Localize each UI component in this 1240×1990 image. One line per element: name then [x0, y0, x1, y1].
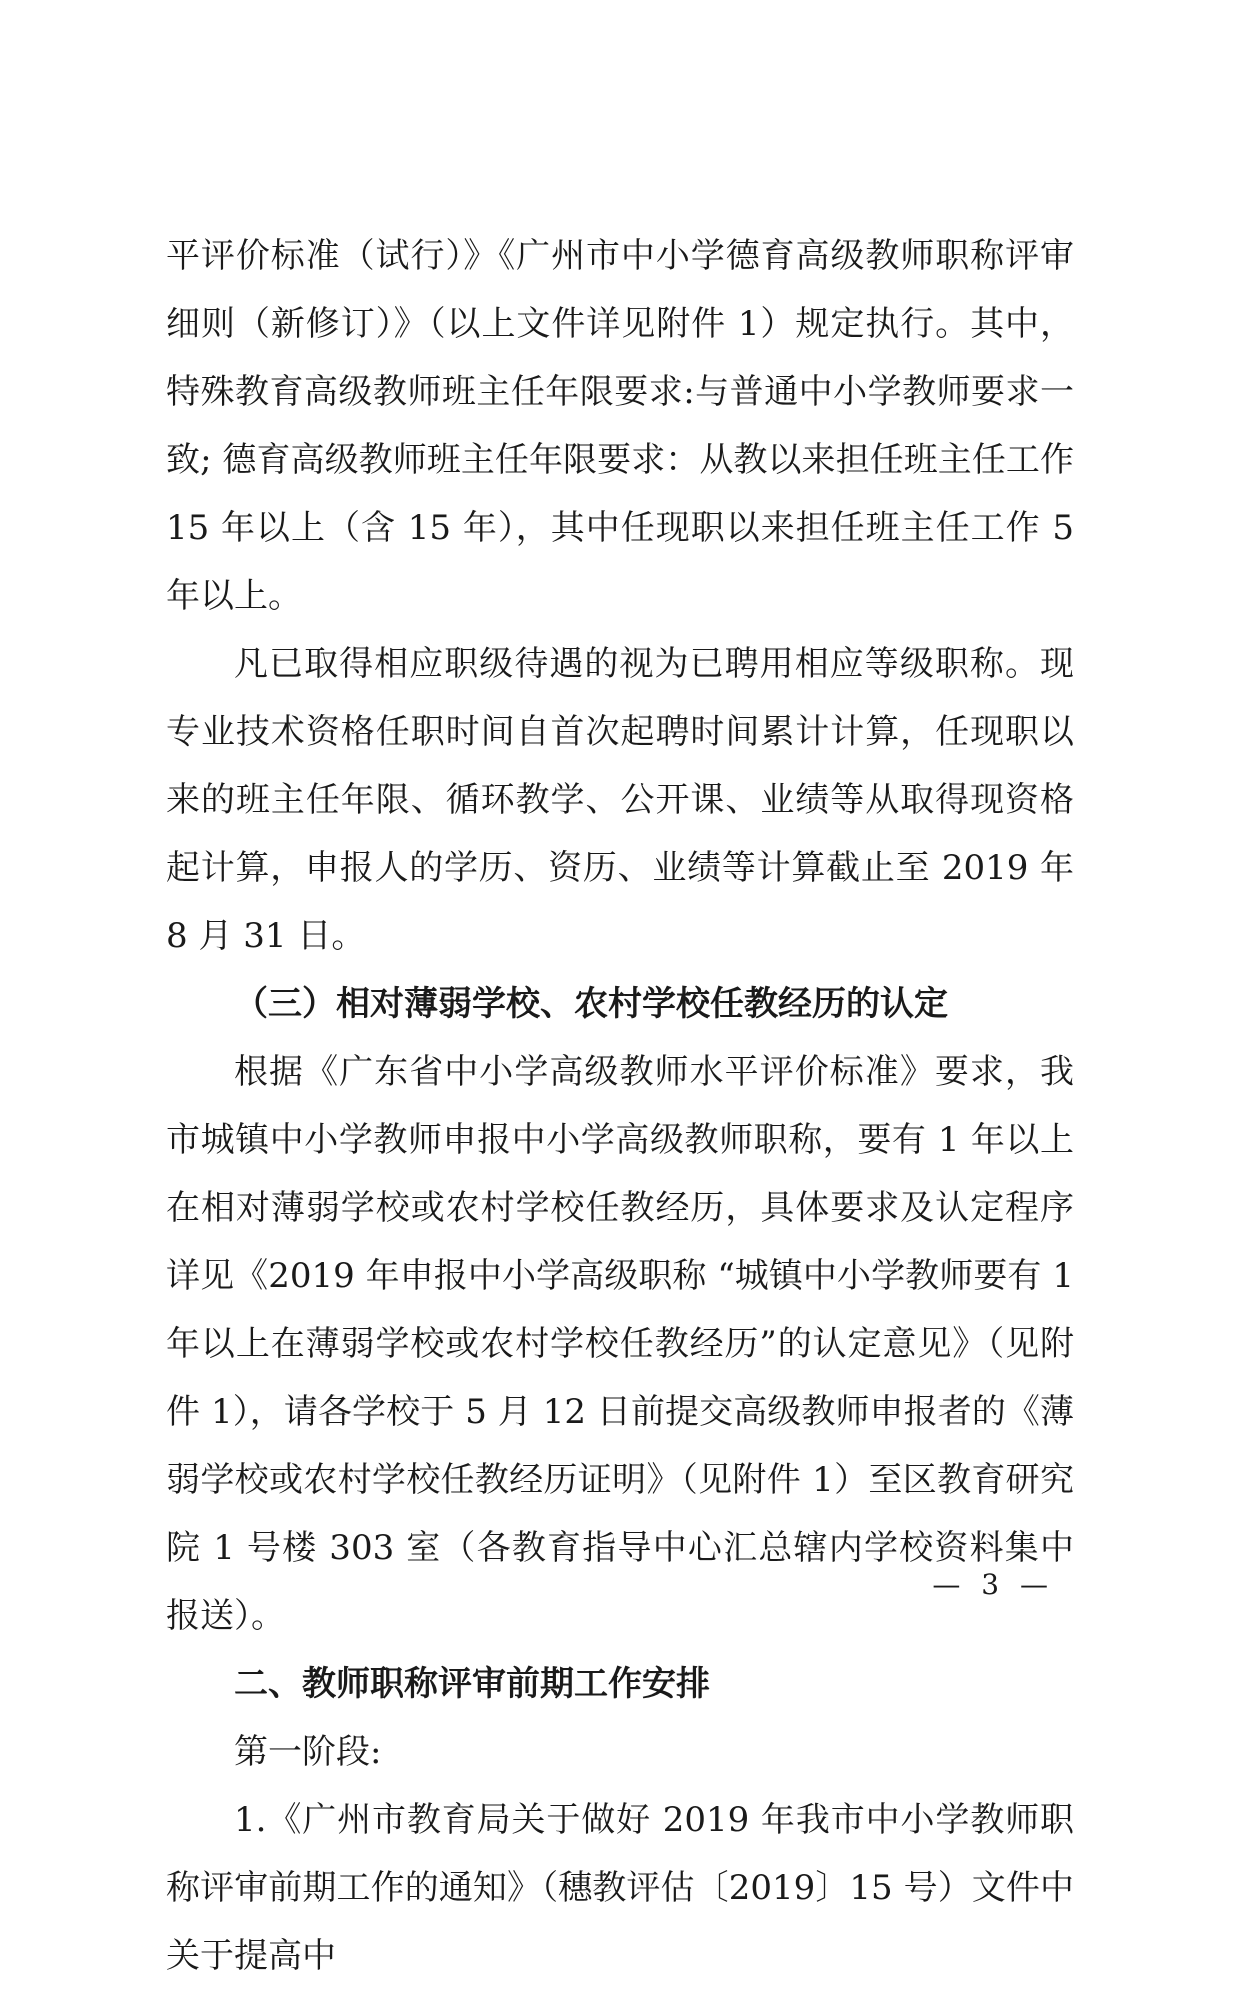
- section-heading: 二、教师职称评审前期工作安排: [234, 1664, 710, 1704]
- paragraph: 根据《广东省中小学高级教师水平评价标准》要求，我市城镇中小学教师申报中小学高级教师职称，要有 1 年以上在相对薄弱学校或农村学校任教经历，具体要求及认定程序详见《2019 年申报中小学高级职称 “城镇中小学教师要有 1 年以上在薄弱学校或农村学校任教经历”的认定意见》（见附件 1），请各学校于 5 月 12 日前提交高级教师申报者的《薄弱学校或农村学校任教经历证明》（见附件 1）至区教育研究院 1 号楼 303 室（各教育指导中心汇总辖内学校资料集中报送）。: [166, 1052, 1074, 1636]
- paragraph: 第一阶段:: [234, 1732, 382, 1772]
- paragraph: 1.《广州市教育局关于做好 2019 年我市中小学教师职称评审前期工作的通知》（穗教评估〔2019〕15 号）文件中关于提高中: [166, 1800, 1074, 1976]
- section-heading: （三）相对薄弱学校、农村学校任教经历的认定: [234, 984, 948, 1024]
- paragraph-continued: 平评价标准（试行）》《广州市中小学德育高级教师职称评审细则（新修订）》（以上文件详见附件 1）规定执行。其中，特殊教育高级教师班主任年限要求:与普通中小学教师要求一致; 德育高级教师班主任年限要求：从教以来担任班主任工作 15 年以上（含 15 年），其中任现职以来担任班主任工作 5 年以上。: [166, 236, 1074, 616]
- document-body: [166, 222, 1074, 1990]
- page-number: — 3 —: [932, 1568, 1054, 1601]
- paragraph: 凡已取得相应职级待遇的视为已聘用相应等级职称。现专业技术资格任职时间自首次起聘时间累计计算，任现职以来的班主任年限、循环教学、公开课、业绩等从取得现资格起计算，申报人的学历、资历、业绩等计算截止至 2019 年 8 月 31 日。: [166, 644, 1074, 956]
